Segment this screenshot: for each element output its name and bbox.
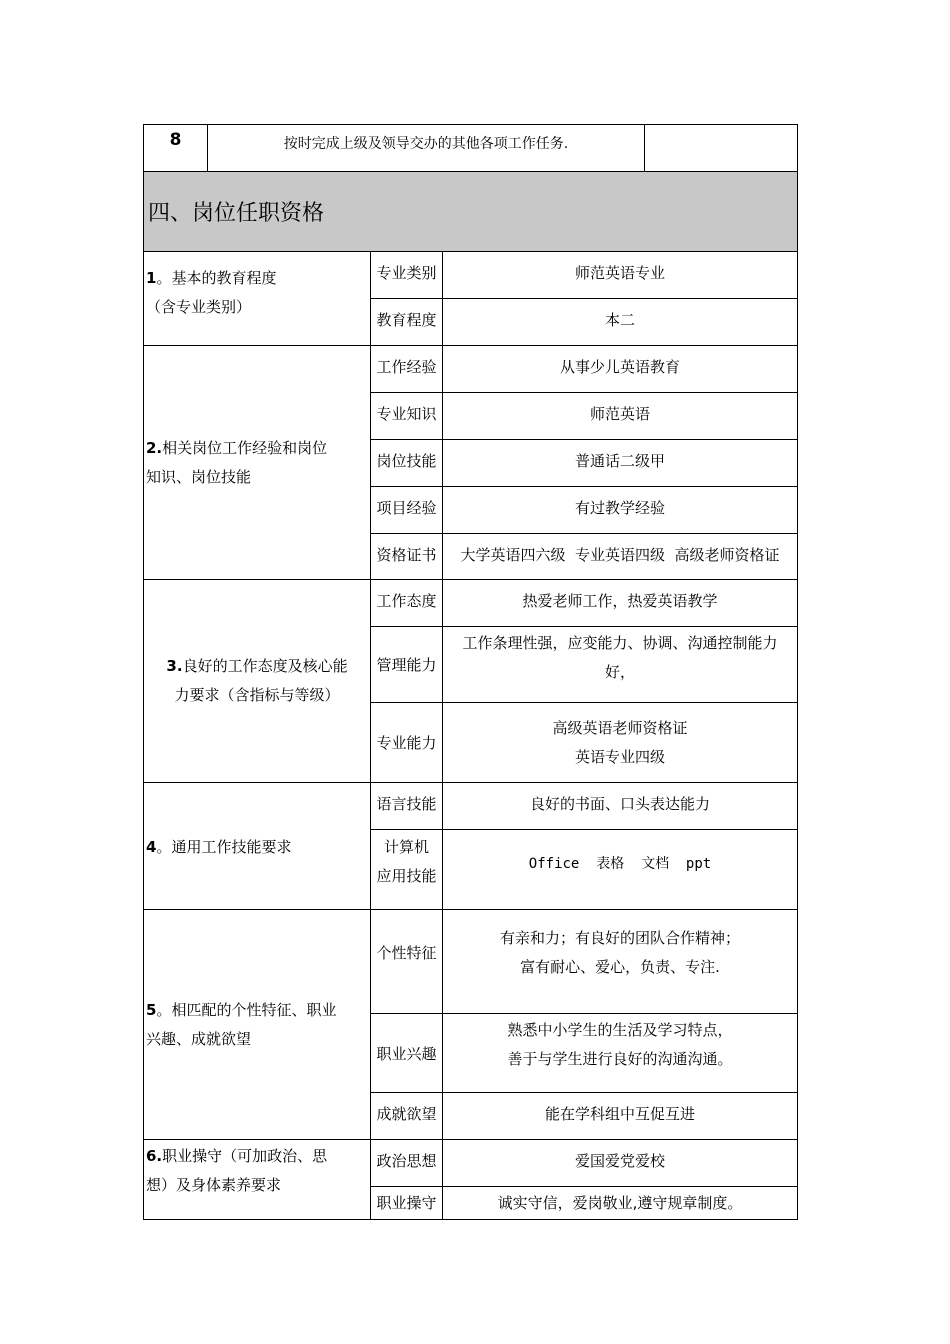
- row-value-line2: 好，: [604, 663, 635, 681]
- row-value: 能在学科组中互促互进: [544, 1105, 695, 1123]
- label-cell: [370, 782, 443, 830]
- row-value: 从事少儿英语教育: [559, 358, 680, 376]
- group-1-title-cell: [143, 251, 371, 346]
- row-label: 管理能力: [376, 656, 437, 674]
- group-6-title-cell: [143, 1139, 371, 1220]
- value-cell: [442, 486, 798, 534]
- value-cell: [442, 909, 798, 1014]
- label-cell: [370, 345, 443, 393]
- row-value: 大学英语四六级 专业英语四级 高级老师资格证: [460, 546, 780, 564]
- group-3-title-line2: 力要求（含指标与等级）: [174, 686, 340, 704]
- row-value: Office 表格 文档 ppt: [528, 856, 712, 872]
- row-label: 工作态度: [376, 592, 437, 610]
- label-cell: [370, 533, 443, 580]
- label-cell: [370, 579, 443, 627]
- group-3-title: 3.良好的工作态度及核心能: [166, 657, 348, 675]
- label-cell: [370, 1186, 443, 1220]
- value-cell: [442, 298, 798, 346]
- group-3-title-cell: [143, 579, 371, 783]
- value-cell: [442, 1186, 798, 1220]
- value-cell: [442, 345, 798, 393]
- group-5-title-line2: 兴趣、成就欲望: [146, 1029, 252, 1048]
- group-2-title: 2.相关岗位工作经验和岗位: [146, 438, 328, 457]
- label-cell: [370, 486, 443, 534]
- group-6-title: 6.职业操守（可加政治、思: [146, 1147, 328, 1165]
- row-label-line1: 计算机: [383, 838, 429, 856]
- value-cell: [442, 702, 798, 783]
- value-cell: [442, 1092, 798, 1140]
- row-value-line1: 高级英语老师资格证: [552, 718, 688, 737]
- group-4-title-cell: [143, 782, 371, 910]
- row-value: 本二: [604, 311, 635, 329]
- row-label: 政治思想: [376, 1152, 437, 1170]
- row-8-text: 按时完成上级及领导交办的其他各项工作任务.: [283, 136, 569, 152]
- row-value-line2: 善于与学生进行良好的沟通沟通。: [507, 1050, 733, 1068]
- row-label: 专业知识: [376, 405, 437, 423]
- value-cell: [442, 829, 798, 910]
- value-cell: [442, 1139, 798, 1187]
- section-title: 四、岗位任职资格: [148, 201, 325, 226]
- value-cell: [442, 579, 798, 627]
- value-cell: [442, 626, 798, 703]
- row-label: 专业能力: [376, 734, 437, 752]
- value-cell: [442, 533, 798, 580]
- label-cell: [370, 909, 443, 1014]
- row-8-empty-cell: [644, 124, 798, 172]
- label-cell: [370, 439, 443, 487]
- row-value: 诚实守信，爱岗敬业,遵守规章制度。: [497, 1194, 743, 1212]
- group-6-title-line2: 想）及身体素养要求: [146, 1176, 282, 1194]
- row-label: 项目经验: [376, 499, 437, 517]
- label-cell: [370, 702, 443, 783]
- label-cell: [370, 626, 443, 703]
- row-label: 职业兴趣: [376, 1044, 437, 1063]
- row-value: 师范英语专业: [574, 264, 665, 282]
- row-label: 工作经验: [376, 358, 437, 376]
- row-label: 专业类别: [376, 264, 437, 282]
- group-4-title: 4。通用工作技能要求: [146, 837, 292, 856]
- label-cell: [370, 298, 443, 346]
- row-label: 职业操守: [376, 1194, 437, 1212]
- row-value-line1: 有亲和力；有良好的团队合作精神；: [499, 928, 740, 947]
- label-cell: [370, 1092, 443, 1140]
- row-value: 爱国爱党爱校: [574, 1152, 665, 1170]
- value-cell: [442, 392, 798, 440]
- group-1-title: 1。基本的教育程度: [146, 269, 277, 287]
- row-label: 岗位技能: [376, 452, 437, 470]
- label-cell: [370, 1013, 443, 1093]
- label-cell: [370, 1139, 443, 1187]
- row-value-line1: 熟悉中小学生的生活及学习特点，: [507, 1021, 733, 1039]
- row-value: 师范英语: [589, 405, 650, 423]
- row-8-number-cell: [143, 124, 208, 172]
- row-value: 热爱老师工作，热爱英语教学: [522, 592, 718, 610]
- row-label: 教育程度: [376, 311, 437, 329]
- label-cell: [370, 829, 443, 910]
- row-value: 普通话二级甲: [574, 452, 665, 470]
- group-2-title-line2: 知识、岗位技能: [146, 467, 252, 486]
- value-cell: [442, 782, 798, 830]
- label-cell: [370, 392, 443, 440]
- group-1-title-line2: （含专业类别）: [146, 298, 252, 316]
- row-label: 个性特征: [376, 944, 437, 962]
- row-label: 语言技能: [376, 795, 437, 813]
- row-label: 资格证书: [376, 546, 437, 564]
- row-value-line2: 富有耐心、爱心，负责、专注.: [520, 957, 720, 976]
- row-value-line1: 工作条理性强，应变能力、协调、沟通控制能力: [462, 634, 778, 652]
- row-label: 成就欲望: [376, 1105, 437, 1123]
- row-value-line2: 英语专业四级: [574, 747, 665, 766]
- row-8-text-cell: [207, 124, 645, 172]
- row-value: 有过教学经验: [574, 499, 665, 517]
- group-2-title-cell: [143, 345, 371, 580]
- label-cell: [370, 251, 443, 299]
- value-cell: [442, 439, 798, 487]
- group-5-title-cell: [143, 909, 371, 1140]
- section-header: [143, 171, 798, 252]
- value-cell: [442, 1013, 798, 1093]
- value-cell: [442, 251, 798, 299]
- group-5-title: 5。相匹配的个性特征、职业: [146, 1000, 337, 1019]
- row-value: 良好的书面、口头表达能力: [529, 795, 710, 813]
- row-label-line2: 应用技能: [376, 867, 437, 885]
- row-8-number: 8: [169, 130, 182, 150]
